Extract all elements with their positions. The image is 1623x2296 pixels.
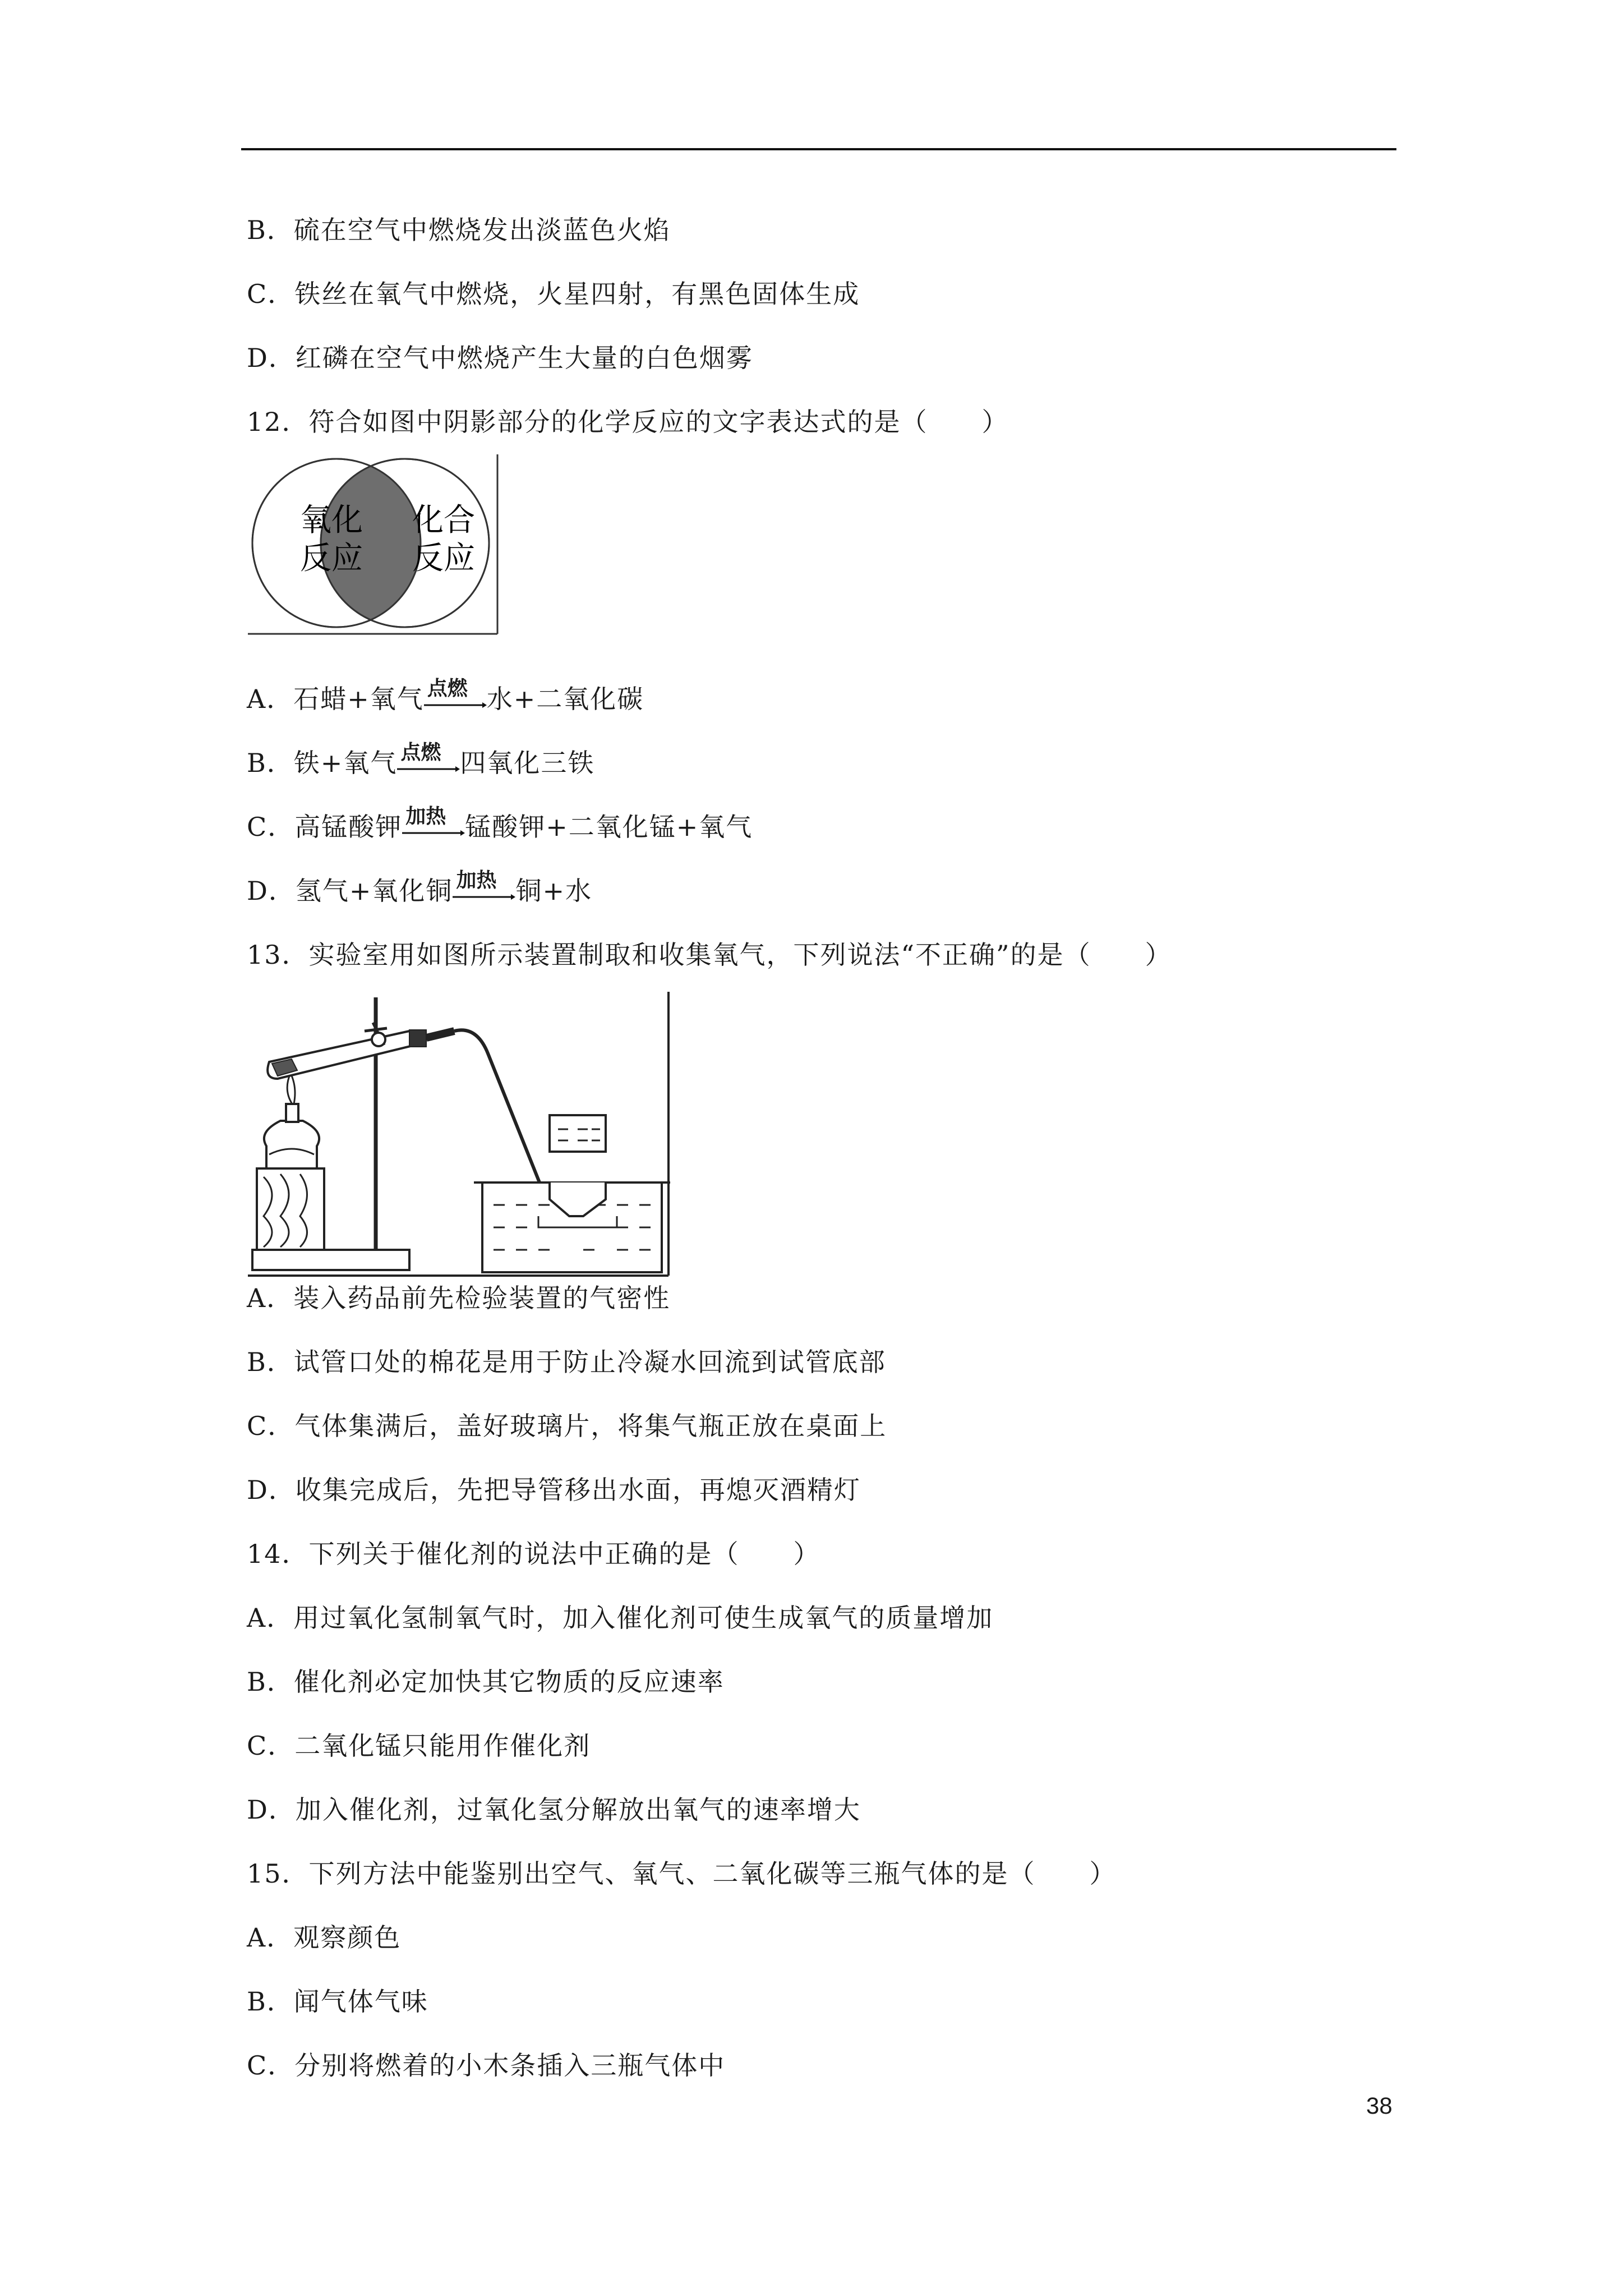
q12-option-a: A．石蜡+氧气 点燃 水+二氧化碳 [247,682,644,716]
q12-option-c: C．高锰酸钾 加热 锰酸钾+二氧化锰+氧气 [247,810,753,844]
oxygen-apparatus-figure [247,992,673,1278]
reaction-arrow: 加热 [402,810,465,844]
venn-right-label-1: 化合 [412,502,475,539]
venn-right-label-2: 反应 [412,540,475,577]
q12-option-b: B．铁+氧气 点燃 四氧化三铁 [247,746,594,780]
question-14: 14．下列关于催化剂的说法中正确的是（ ） [247,1539,820,1569]
q15-option-c: C．分别将燃着的小木条插入三瓶气体中 [247,2050,726,2081]
venn-left-label-1: 氧化 [300,502,363,539]
q14-option-a: A．用过氧化氢制氧气时，加入催化剂可使生成氧气的质量增加 [247,1603,994,1633]
q14-option-d: D．加入催化剂，过氧化氢分解放出氧气的速率增大 [247,1795,861,1825]
reaction-arrow: 点燃 [424,682,487,716]
venn-diagram [247,453,499,636]
page-number: 38 [1366,2092,1393,2119]
venn-left-label-2: 反应 [300,540,363,577]
q13-option-a: A．装入药品前先检验装置的气密性 [247,1283,671,1313]
q14-option-c: C．二氧化锰只能用作催化剂 [247,1731,591,1761]
q11-option-d: D．红磷在空气中燃烧产生大量的白色烟雾 [247,343,753,373]
q12-option-d: D．氢气+氧化铜 加热 铜+水 [247,874,592,908]
question-13: 13．实验室用如图所示装置制取和收集氧气，下列说法“不正确”的是（ ） [247,940,1172,970]
q11-option-c: C．铁丝在氧气中燃烧，火星四射，有黑色固体生成 [247,279,860,309]
question-12: 12．符合如图中阴影部分的化学反应的文字表达式的是（ ） [247,407,1009,437]
reaction-arrow: 点燃 [397,746,460,780]
reaction-arrow: 加热 [453,874,515,908]
q13-option-b: B．试管口处的棉花是用于防止冷凝水回流到试管底部 [247,1347,886,1377]
q13-option-c: C．气体集满后，盖好玻璃片，将集气瓶正放在桌面上 [247,1411,887,1441]
q15-option-a: A．观察颜色 [247,1922,402,1953]
q11-option-b: B．硫在空气中燃烧发出淡蓝色火焰 [247,215,671,245]
q13-option-d: D．收集完成后，先把导管移出水面，再熄灭酒精灯 [247,1475,861,1505]
q15-option-b: B．闻气体气味 [247,1986,428,2017]
header-rule [241,148,1396,150]
question-15: 15．下列方法中能鉴别出空气、氧气、二氧化碳等三瓶气体的是（ ） [247,1858,1117,1889]
q14-option-b: B．催化剂必定加快其它物质的反应速率 [247,1667,725,1697]
